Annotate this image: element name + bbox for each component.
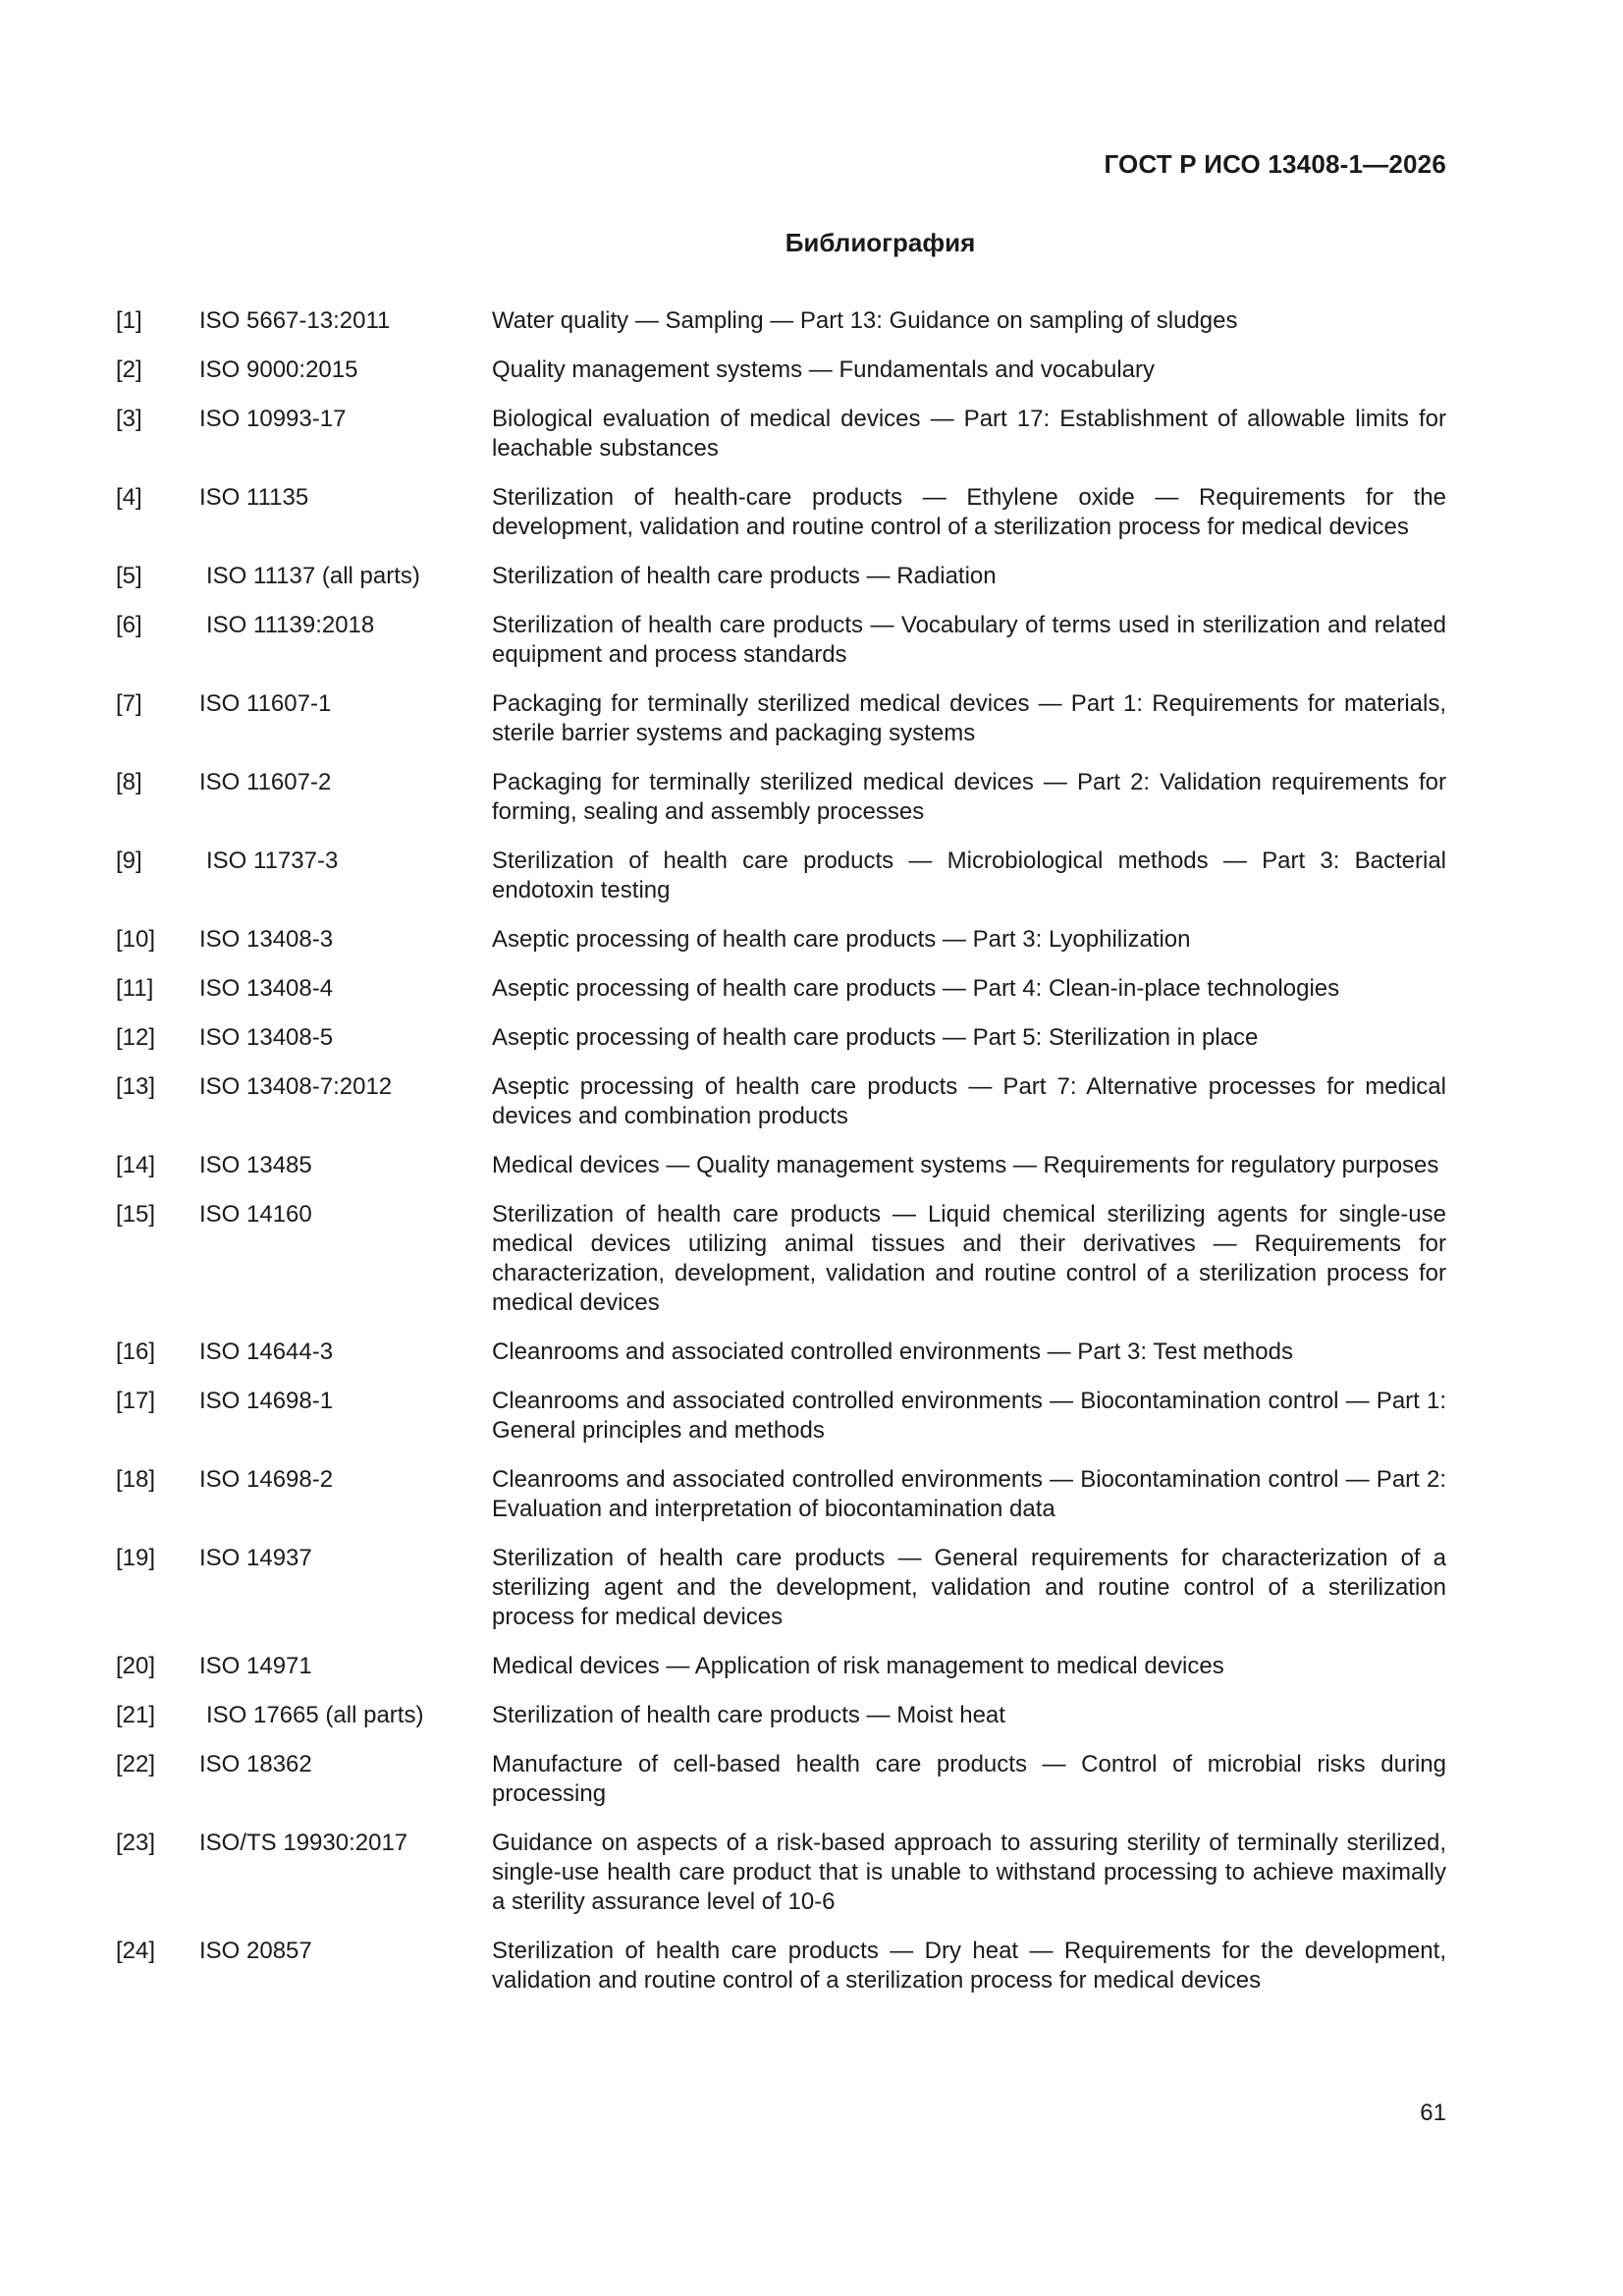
standard-title: Aseptic processing of health care products — Part 3: Lyophilization <box>492 926 1191 953</box>
standard-title: Aseptic processing of health care products — Part 7: Alternative processes for medical devices and combination products <box>492 1073 1446 1129</box>
entry-number: [2] <box>116 356 142 383</box>
bibliography-entry <box>116 1544 1446 1632</box>
bibliography-entry <box>116 1338 1446 1367</box>
entry-number: [24] <box>116 1938 156 1964</box>
standard-title: Sterilization of health care products — Moist heat <box>492 1702 1005 1728</box>
page-number: 61 <box>1420 2100 1446 2126</box>
bibliography-entry <box>116 1072 1446 1131</box>
standard-code: ISO/TS 19930:2017 <box>199 1830 408 1856</box>
standard-code: ISO 13408-4 <box>199 975 334 1002</box>
entry-number: [22] <box>116 1751 156 1777</box>
standard-code: ISO 5667-13:2011 <box>199 307 391 334</box>
entry-number: [18] <box>116 1466 156 1493</box>
entry-number: [17] <box>116 1388 156 1414</box>
entry-number: [11] <box>116 975 154 1002</box>
entry-number: [13] <box>116 1073 156 1100</box>
standard-code: ISO 20857 <box>199 1938 312 1964</box>
bibliography-entry <box>116 768 1446 827</box>
standard-title: Cleanrooms and associated controlled environments — Biocontamination control — Part 2: Evaluation and interpretation of biocontamination data <box>492 1466 1446 1522</box>
entry-number: [5] <box>116 563 142 589</box>
standard-code: ISO 11135 <box>199 484 309 511</box>
standard-title: Cleanrooms and associated controlled environments — Part 3: Test methods <box>492 1339 1293 1365</box>
standard-code: ISO 14160 <box>199 1201 312 1228</box>
bibliography-entry <box>116 562 1446 591</box>
standard-code: ISO 14698-1 <box>199 1388 334 1414</box>
standard-code: ISO 17665 (all parts) <box>206 1702 424 1728</box>
standard-code: ISO 11737-3 <box>206 847 339 874</box>
standard-code: ISO 13408-7:2012 <box>199 1073 393 1100</box>
standard-code: ISO 11607-2 <box>199 769 332 795</box>
entry-number: [1] <box>116 307 142 334</box>
standard-title: Quality management systems — Fundamentals and vocabulary <box>492 356 1155 383</box>
standard-title: Packaging for terminally sterilized medical devices — Part 1: Requirements for materials, sterile barrier systems and packaging systems <box>492 690 1446 746</box>
standard-code: ISO 14644-3 <box>199 1339 334 1365</box>
standard-code: ISO 11137 (all parts) <box>206 563 420 589</box>
standard-code: ISO 14971 <box>199 1653 312 1679</box>
entry-number: [14] <box>116 1152 156 1178</box>
entry-number: [10] <box>116 926 156 953</box>
bibliography-entry <box>116 1465 1446 1524</box>
bibliography-entry <box>116 1750 1446 1809</box>
standard-title: Medical devices — Application of risk management to medical devices <box>492 1653 1224 1679</box>
entry-number: [3] <box>116 406 142 432</box>
standard-title: Packaging for terminally sterilized medical devices — Part 2: Validation requirements for forming, sealing and assembly processes <box>492 769 1446 825</box>
standard-title: Biological evaluation of medical devices — Part 17: Establishment of allowable limits for leachable substances <box>492 406 1446 462</box>
entry-number: [7] <box>116 690 142 717</box>
entry-number: [6] <box>116 612 142 638</box>
standard-title: Aseptic processing of health care products — Part 4: Clean-in-place technologies <box>492 975 1340 1002</box>
bibliography-entry <box>116 483 1446 542</box>
bibliography-entry <box>116 611 1446 670</box>
bibliography-entry <box>116 405 1446 464</box>
entry-number: [20] <box>116 1653 156 1679</box>
bibliography-entry <box>116 689 1446 748</box>
entry-number: [23] <box>116 1830 156 1856</box>
standard-code: ISO 13485 <box>199 1152 312 1178</box>
bibliography-entry <box>116 1151 1446 1180</box>
entry-number: [9] <box>116 847 142 874</box>
standard-code: ISO 10993-17 <box>199 406 347 432</box>
bibliography-entry <box>116 1387 1446 1446</box>
entry-number: [8] <box>116 769 142 795</box>
standard-title: Sterilization of health care products — Vocabulary of terms used in sterilization and related equipment and process standards <box>492 612 1446 668</box>
standard-code: ISO 13408-3 <box>199 926 334 953</box>
standard-code: ISO 9000:2015 <box>199 356 358 383</box>
bibliography-entry <box>116 1937 1446 1995</box>
bibliography-entry <box>116 355 1446 385</box>
standard-code: ISO 14698-2 <box>199 1466 334 1493</box>
document-id-header: ГОСТ Р ИСО 13408-1—2026 <box>1104 149 1446 179</box>
standard-title: Sterilization of health care products — Microbiological methods — Part 3: Bacterial endotoxin testing <box>492 847 1446 903</box>
entry-number: [15] <box>116 1201 156 1228</box>
bibliography-entry <box>116 1701 1446 1730</box>
entry-number: [16] <box>116 1339 156 1365</box>
entry-number: [19] <box>116 1545 156 1571</box>
standard-code: ISO 11139:2018 <box>206 612 375 638</box>
standard-title: Sterilization of health care products — Dry heat — Requirements for the development, validation and routine control of a sterilization process for medical devices <box>492 1938 1446 1994</box>
standard-title: Cleanrooms and associated controlled environments — Biocontamination control — Part 1: General principles and methods <box>492 1388 1446 1444</box>
bibliography-entry <box>116 1023 1446 1053</box>
entry-number: [21] <box>116 1702 156 1728</box>
standard-title: Sterilization of health care products — Radiation <box>492 563 997 589</box>
standard-title: Manufacture of cell-based health care products — Control of microbial risks during processing <box>492 1751 1446 1807</box>
bibliography-entry <box>116 1200 1446 1318</box>
standard-title: Medical devices — Quality management systems — Requirements for regulatory purposes <box>492 1152 1439 1178</box>
standard-title: Sterilization of health care products — General requirements for characterization of a sterilizing agent and the development, validation and routine control of a sterilization process for medical devices <box>492 1545 1446 1630</box>
standard-code: ISO 11607-1 <box>199 690 332 717</box>
bibliography-title: Библиография <box>784 228 976 257</box>
bibliography-entry <box>116 1652 1446 1681</box>
bibliography-entry <box>116 1829 1446 1917</box>
standard-title: Sterilization of health-care products — Ethylene oxide — Requirements for the development, validation and routine control of a sterilization process for medical devices <box>492 484 1446 540</box>
bibliography-entry <box>116 306 1446 336</box>
entry-number: [12] <box>116 1024 156 1051</box>
standard-title: Sterilization of health care products — Liquid chemical sterilizing agents for single-use medical devices utilizing animal tissues and their derivatives — Requirements for characterization, development, validation and routine control of a sterilization process for medical devices <box>492 1201 1446 1316</box>
bibliography-entry <box>116 974 1446 1004</box>
standard-title: Guidance on aspects of a risk-based approach to assuring sterility of terminally sterilized, single-use health care product that is unable to withstand processing to achieve maximally a sterility assurance level of 10-6 <box>492 1830 1446 1915</box>
bibliography-entry <box>116 847 1446 905</box>
bibliography-entry <box>116 925 1446 955</box>
standard-title: Water quality — Sampling — Part 13: Guidance on sampling of sludges <box>492 307 1238 334</box>
standard-code: ISO 13408-5 <box>199 1024 334 1051</box>
bibliography-list <box>116 306 1446 2015</box>
standard-code: ISO 14937 <box>199 1545 312 1571</box>
entry-number: [4] <box>116 484 142 511</box>
standard-code: ISO 18362 <box>199 1751 312 1777</box>
standard-title: Aseptic processing of health care products — Part 5: Sterilization in place <box>492 1024 1259 1051</box>
